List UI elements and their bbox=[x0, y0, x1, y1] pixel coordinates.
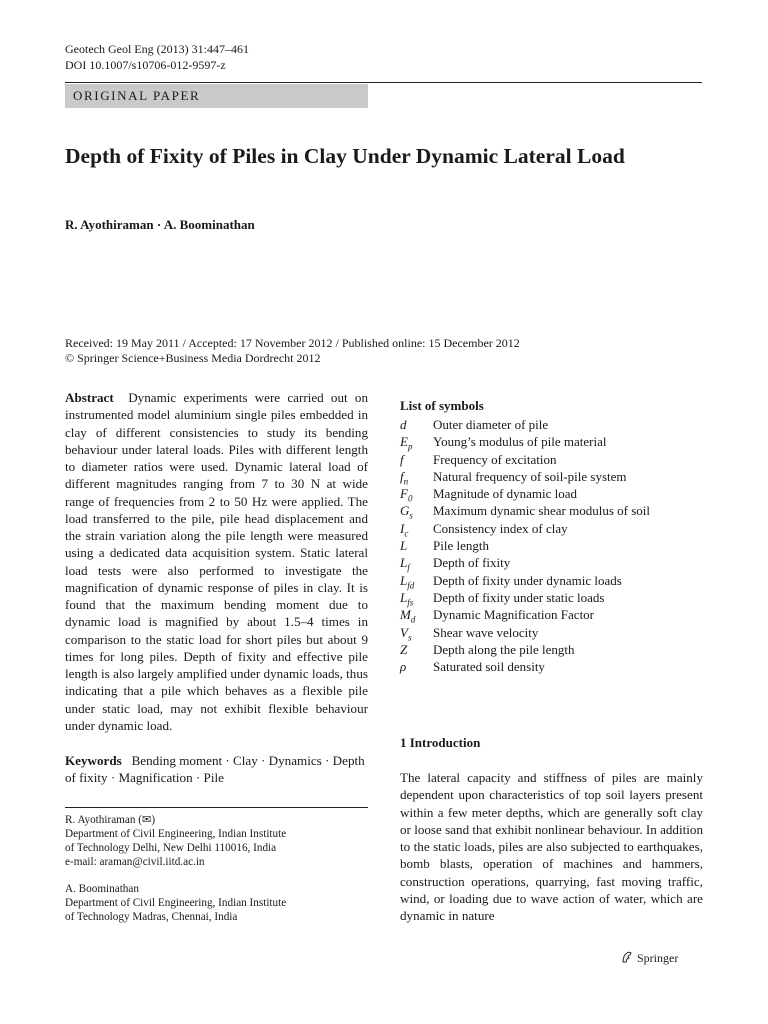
symbol-row bbox=[400, 641, 700, 658]
copyright-line: © Springer Science+Business Media Dordrecht 2012 bbox=[65, 351, 321, 365]
symbol: $L_{fd}$ bbox=[400, 572, 415, 591]
section-badge bbox=[65, 84, 368, 108]
affiliation-1 bbox=[65, 813, 368, 869]
paper-title: Depth of Fixity of Piles in Clay Under Dynamic Lateral Load bbox=[65, 144, 625, 168]
symbol-description: Young’s modulus of pile material bbox=[433, 434, 607, 450]
publisher-name: Springer bbox=[637, 951, 679, 965]
affiliation-line: of Technology Madras, Chennai, India bbox=[65, 911, 238, 923]
symbols-title: List of symbols bbox=[400, 398, 484, 413]
springer-horse-icon bbox=[620, 950, 634, 964]
symbol: $I_c$ bbox=[400, 520, 409, 539]
abstract-block bbox=[65, 389, 368, 734]
symbol-row bbox=[400, 554, 700, 571]
symbol: ρ bbox=[400, 659, 407, 675]
symbol-description: Magnitude of dynamic load bbox=[433, 486, 578, 502]
symbol: Z bbox=[400, 641, 408, 657]
symbol-description: Depth of fixity under static loads bbox=[433, 589, 605, 605]
symbol: $L_{fs}$ bbox=[400, 589, 414, 608]
symbol-row bbox=[400, 624, 700, 641]
affiliation-email[interactable]: e-mail: araman@civil.iitd.ac.in bbox=[65, 856, 205, 868]
symbol-description: Pile length bbox=[433, 538, 489, 554]
symbol-row bbox=[400, 502, 700, 522]
symbol-row bbox=[400, 658, 700, 675]
introduction-text: The lateral capacity and stiffness of piles are mainly dependent upon characteristics of top soil layers present within a few meter depths, which are generally soft clay or loose sand that exhibit nonlinear behaviour. In addition to the static loads, piles are also subjected to earthquakes, bomb blasts, operation of machines and hammers, construction operations, quarrying, fast moving traffic, wind, or loading due to wave action of water, which are dynamic in nature bbox=[400, 770, 703, 923]
affiliation-line: Department of Civil Engineering, Indian Institute bbox=[65, 897, 287, 909]
symbol-row bbox=[400, 572, 700, 589]
symbol: $M_d$ bbox=[400, 607, 416, 625]
section-heading: 1 Introduction bbox=[400, 735, 481, 750]
symbol-row bbox=[400, 451, 700, 468]
symbol-description: Shear wave velocity bbox=[433, 624, 539, 640]
symbol-description: Dynamic Magnification Factor bbox=[433, 607, 595, 623]
symbol: $L_f$ bbox=[400, 555, 410, 573]
symbol-row bbox=[400, 537, 700, 554]
abstract-label: Abstract bbox=[65, 390, 114, 405]
affiliation-2 bbox=[65, 882, 368, 924]
symbol-description: Outer diameter of pile bbox=[433, 417, 549, 432]
author-list: R. Ayothiraman · A. Boominathan bbox=[65, 217, 255, 232]
symbol-row bbox=[400, 520, 700, 537]
keywords-text: Bending moment · Clay · Dynamics · Depth of fixity · Magnification · Pile bbox=[65, 753, 365, 786]
symbol: d bbox=[400, 417, 407, 432]
publication-dates: Received: 19 May 2011 / Accepted: 17 November 2012 / Published online: 15 December 2012 bbox=[65, 336, 520, 350]
journal-citation: Geotech Geol Eng (2013) 31:447–461 bbox=[65, 42, 249, 56]
symbol: $E_p$ bbox=[400, 434, 413, 452]
affiliation-line: of Technology Delhi, New Delhi 110016, India bbox=[65, 842, 277, 854]
header-rule bbox=[65, 82, 702, 83]
symbol-description: Frequency of excitation bbox=[433, 451, 557, 467]
symbol-row bbox=[400, 485, 700, 502]
publisher-footer bbox=[620, 950, 678, 966]
symbol-row bbox=[400, 416, 700, 433]
symbol-row bbox=[400, 606, 700, 623]
journal-header bbox=[65, 41, 249, 73]
symbol: $F_0$ bbox=[400, 486, 413, 504]
symbol-row bbox=[400, 433, 700, 450]
symbol-description: Consistency index of clay bbox=[433, 520, 568, 536]
symbol-description: Depth of fixity under dynamic loads bbox=[433, 572, 622, 588]
symbols-list bbox=[400, 416, 700, 675]
symbol: $V_s$ bbox=[400, 624, 412, 643]
symbol: $f_n$ bbox=[400, 468, 409, 487]
doi-line[interactable]: DOI 10.1007/s10706-012-9597-z bbox=[65, 58, 226, 72]
abstract-text: Dynamic experiments were carried out on instrumented model aluminium single piles embedded in clay of different consistencies to study its bending behaviour under lateral loads. Piles with different length to diameter ratios were used. Dynamic lateral load of different magnitudes ranging from 7 to 30 N at wide range of frequencies from 2 to 50 Hz were applied. The load transferred to the pile, pile head displacement and the strain variation along the pile length were measured using a dedicated data acquisition system. Static lateral load tests were also performed to investigate the magnification of dynamic response of piles in clay. It is found that the maximum bending moment due to dynamic load is magnified by about 1.5–4 times in comparison to the static load for short piles but about 9 times for long piles. Depth of fixity and effective pile length is also largely amplified under dynamic loads, thus indicating that a pile which behaves as a flexible pile under static load, may not exhibit flexible behaviour under dynamic load. bbox=[65, 390, 368, 733]
affiliation-line: Department of Civil Engineering, Indian Institute bbox=[65, 828, 287, 840]
affiliation-name: A. Boominathan bbox=[65, 883, 139, 895]
publication-info bbox=[65, 336, 520, 366]
keywords-label: Keywords bbox=[65, 753, 122, 768]
symbol: $G_s$ bbox=[400, 503, 413, 522]
affiliation-rule bbox=[65, 807, 368, 808]
affiliation-name: R. Ayothiraman (✉) bbox=[65, 814, 156, 826]
symbol-description: Depth of fixity bbox=[433, 555, 511, 571]
symbol: L bbox=[400, 538, 408, 554]
symbol: f bbox=[400, 451, 404, 467]
keywords-block bbox=[65, 752, 368, 787]
section-badge-label: ORIGINAL PAPER bbox=[73, 88, 201, 103]
symbol-description: Depth along the pile length bbox=[433, 641, 575, 657]
symbol-row bbox=[400, 468, 700, 485]
symbol-description: Natural frequency of soil-pile system bbox=[433, 468, 627, 484]
symbol-row bbox=[400, 589, 700, 606]
symbol-description: Saturated soil density bbox=[433, 659, 545, 675]
symbol-description: Maximum dynamic shear modulus of soil bbox=[433, 503, 651, 519]
